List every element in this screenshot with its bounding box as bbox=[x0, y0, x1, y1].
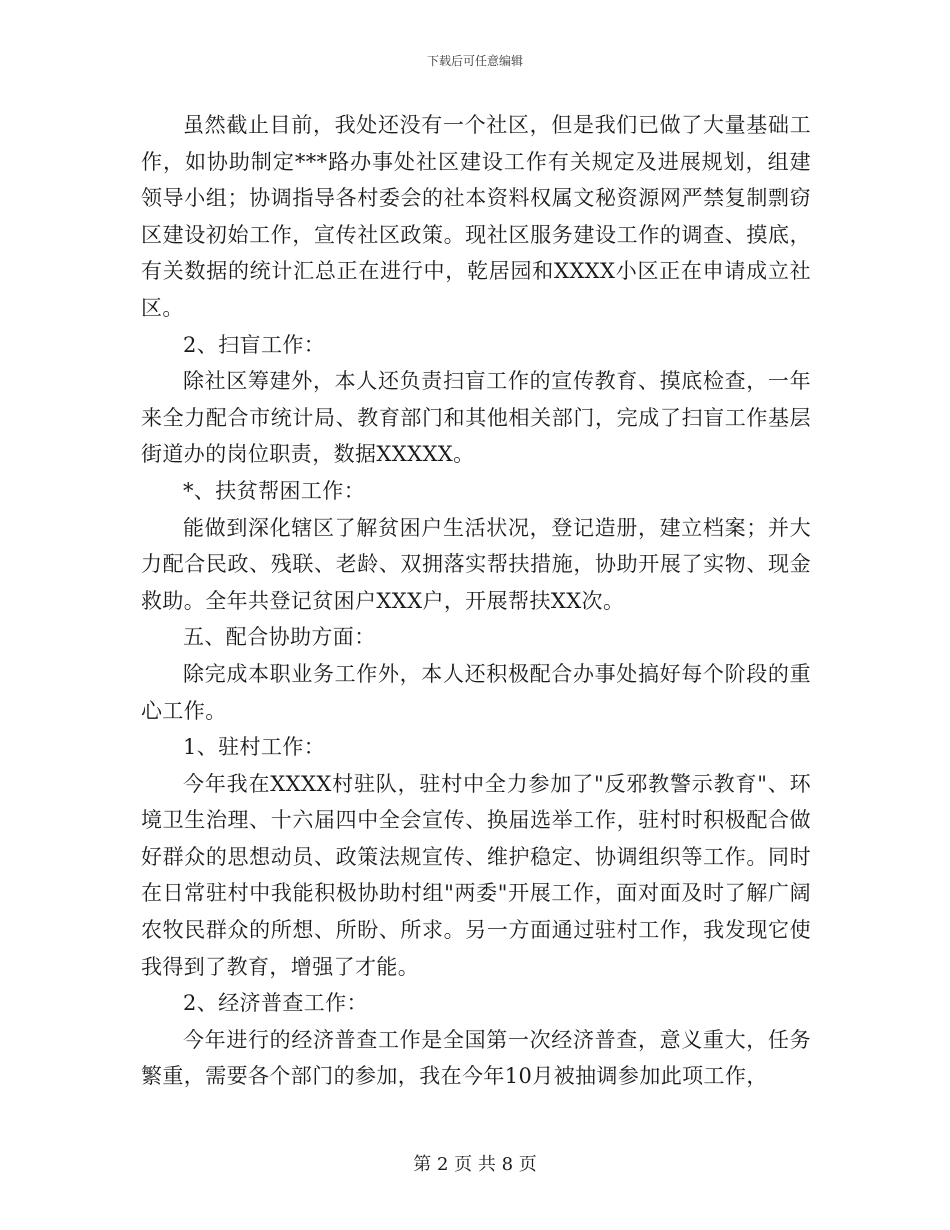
paragraph-village-work: 今年我在XXXX村驻队，驻村中全力参加了"反邪教警示教育"、环境卫生治理、十六届四中全会宣传、换届选举工作，驻村时积极配合做好群众的思想动员、政策法规宣传、维护稳定、协调组织等工作。同时在日常驻村中我能积极协助村组"两委"开展工作，面对面及时了解广阔农牧民群众的所想、所盼、所求。另一方面通过驻村工作，我发现它使我得到了教育，增强了才能。 bbox=[141, 771, 811, 979]
header-note: 下载后可任意编辑 bbox=[426, 54, 523, 68]
heading-literacy-work: 2、扫盲工作： bbox=[183, 332, 326, 357]
paragraph-poverty-relief: 能做到深化辖区了解贫困户生活状况，登记造册，建立档案；并大力配合民政、残联、老龄、双拥落实帮扶措施，协助开展了实物、现金救助。全年共登记贫困户XXX户，开展帮扶XX次。 bbox=[141, 515, 811, 613]
page-number-footer: 第 2 页 共 8 页 bbox=[413, 1154, 537, 1175]
document-body bbox=[141, 107, 811, 1095]
paragraph-economic-census: 今年进行的经济普查工作是全国第一次经济普查，意义重大，任务繁重，需要各个部门的参加，我在今年10月被抽调参加此项工作， bbox=[141, 1027, 811, 1089]
heading-economic-census: 2、经济普查工作： bbox=[183, 991, 368, 1016]
heading-poverty-relief: *、扶贫帮困工作： bbox=[183, 478, 366, 503]
heading-village-work: 1、驻村工作： bbox=[183, 735, 326, 760]
paragraph-literacy-work: 除社区筹建外，本人还负责扫盲工作的宣传教育、摸底检查，一年来全力配合市统计局、教育部门和其他相关部门，完成了扫盲工作基层街道办的岗位职责，数据XXXXX。 bbox=[141, 369, 811, 467]
heading-cooperation: 五、配合协助方面： bbox=[183, 625, 376, 650]
paragraph-community-building: 虽然截止目前，我处还没有一个社区，但是我们已做了大量基础工作，如协助制定***路办事处社区建设工作有关规定及进展规划，组建领导小组；协调指导各村委会的社本资料权属文秘资源网严禁复制剽窃区建设初始工作，宣传社区政策。现社区服务建设工作的调查、摸底，有关数据的统计汇总正在进行中，乾居园和XXXX小区正在申请成立社区。 bbox=[141, 113, 811, 320]
paragraph-cooperation: 除完成本职业务工作外，本人还积极配合办事处搞好每个阶段的重心工作。 bbox=[141, 661, 811, 723]
